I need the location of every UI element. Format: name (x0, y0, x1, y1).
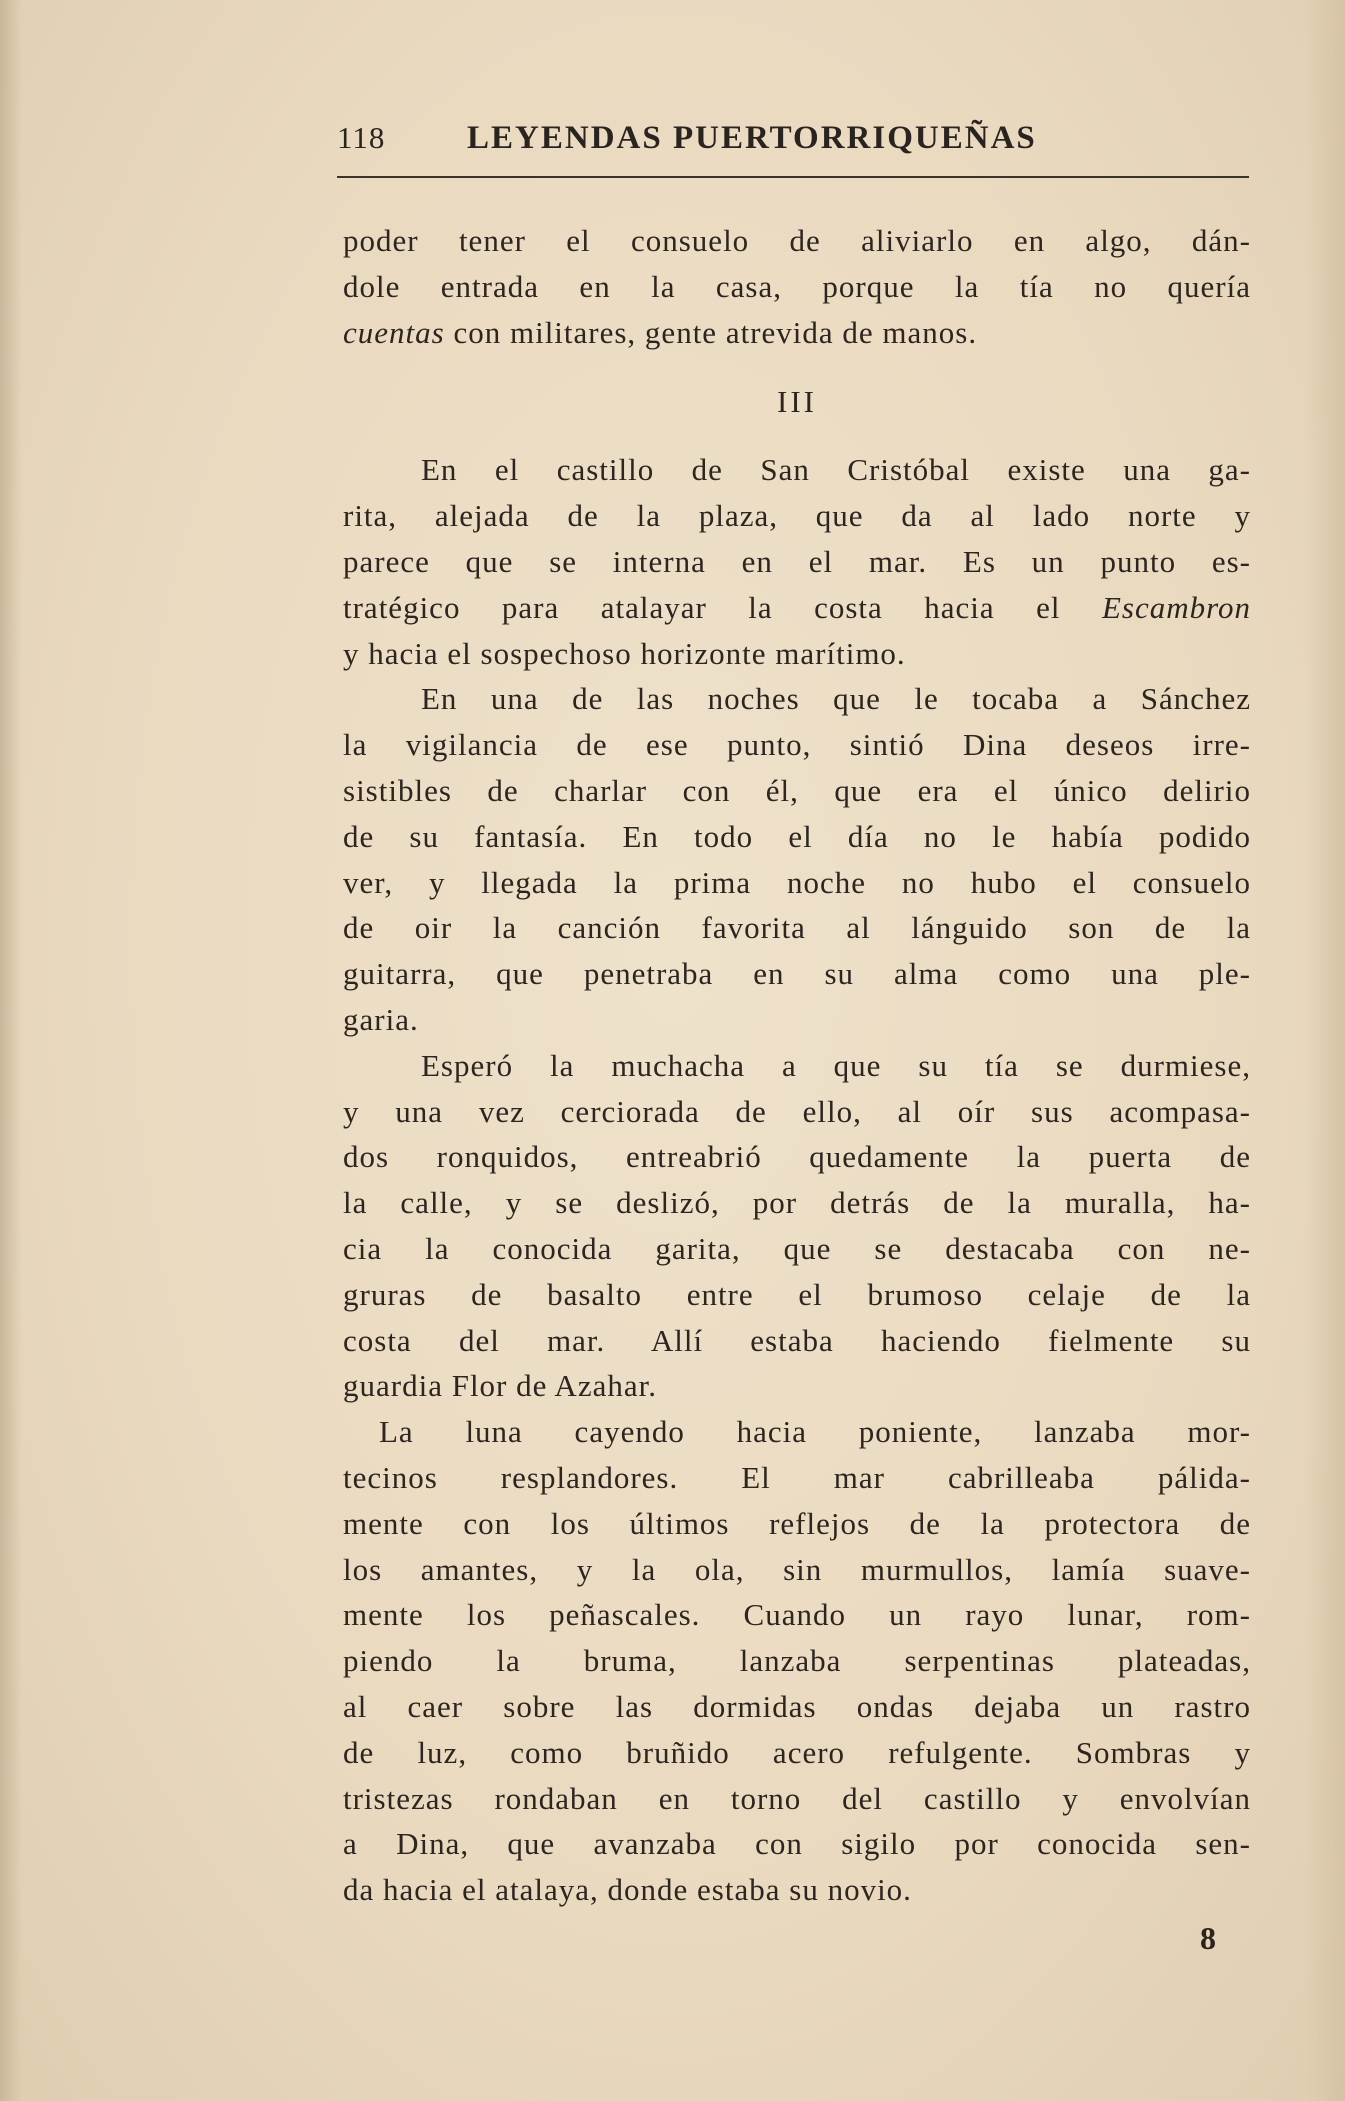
section-heading: III (777, 384, 817, 420)
text-line: piendo la bruma, lanzaba serpentinas plateadas, (343, 1643, 1251, 1679)
text-line: y una vez cerciorada de ello, al oír sus acompasa- (343, 1093, 1251, 1129)
page-number: 118 (337, 120, 386, 155)
text-line: dos ronquidos, entreabrió quedamente la puerta de (343, 1139, 1251, 1175)
text-line: da hacia el atalaya, donde estaba su novio. (343, 1872, 912, 1908)
text-line: rita, alejada de la plaza, que da al lado norte y (343, 498, 1251, 534)
text-line: mente con los últimos reflejos de la protectora de (343, 1505, 1251, 1541)
page-edge-shadow-left (0, 0, 22, 2101)
text-line: sistibles de charlar con él, que era el único delirio (343, 772, 1251, 808)
text-line: Esperó la muchacha a que su tía se durmiese, (421, 1047, 1251, 1083)
text-line: dole entrada en la casa, porque la tía no quería (343, 268, 1251, 304)
page-edge-shadow-right (1305, 0, 1345, 2101)
text-line: de su fantasía. En todo el día no le había podido (343, 818, 1251, 854)
text-line: tecinos resplandores. El mar cabrilleaba pálida- (343, 1459, 1251, 1495)
text-line: gruras de basalto entre el brumoso celaje de la (343, 1276, 1251, 1312)
text-line (343, 310, 1251, 356)
paragraph (343, 1043, 1251, 1409)
text-line: la vigilancia de ese punto, sintió Dina deseos irre- (343, 727, 1251, 763)
text-line: mente los peñascales. Cuando un rayo lunar, rom- (343, 1597, 1251, 1633)
text-fragment: con militares, gente atrevida de manos. (444, 314, 978, 350)
text-line: guitarra, que penetraba en su alma como una ple- (343, 956, 1251, 992)
running-title: LEYENDAS PUERTORRIQUEÑAS (467, 120, 1037, 156)
text-line: al caer sobre las dormidas ondas dejaba un rastro (343, 1688, 1251, 1724)
text-line: de luz, como bruñido acero refulgente. Sombras y (343, 1734, 1251, 1770)
text-line: guardia Flor de Azahar. (343, 1368, 657, 1404)
text-line: cia la conocida garita, que se destacaba con ne- (343, 1230, 1251, 1266)
text-line: garia. (343, 1001, 419, 1037)
paragraph (343, 676, 1251, 1042)
text-line: los amantes, y la ola, sin murmullos, lamía suave- (343, 1551, 1251, 1587)
paragraph-continuation (343, 218, 1251, 355)
text-line: a Dina, que avanzaba con sigilo por conocida sen- (343, 1826, 1251, 1862)
italic-word: Escambron (1101, 589, 1251, 625)
text-line: En una de las noches que le tocaba a Sánchez (421, 681, 1251, 717)
text-line: costa del mar. Allí estaba haciendo fielmente su (343, 1322, 1251, 1358)
text-line: y hacia el sospechoso horizonte marítimo. (343, 635, 906, 671)
text-line: tristezas rondaban en torno del castillo y envolvían (343, 1780, 1251, 1816)
italic-word: cuentas (343, 314, 445, 350)
running-header (337, 120, 1249, 172)
text-line: de oir la canción favorita al lánguido son de la (343, 910, 1251, 946)
text-line (343, 585, 1251, 631)
page-body (343, 218, 1251, 1913)
signature-mark: 8 (1200, 1920, 1216, 1956)
text-line: La luna cayendo hacia poniente, lanzaba mor- (379, 1414, 1251, 1450)
paragraph (343, 1409, 1251, 1913)
text-line: poder tener el consuelo de aliviarlo en algo, dán- (343, 223, 1251, 258)
text-fragment: tratégico para atalayar la costa hacia el (343, 589, 1102, 625)
text-line: ver, y llegada la prima noche no hubo el consuelo (343, 864, 1251, 900)
text-line: parece que se interna en el mar. Es un punto es- (343, 543, 1251, 579)
paragraph (343, 447, 1251, 676)
header-rule (337, 176, 1249, 178)
text-line: la calle, y se deslizó, por detrás de la muralla, ha- (343, 1185, 1251, 1221)
text-line: En el castillo de San Cristóbal existe una ga- (421, 452, 1251, 488)
